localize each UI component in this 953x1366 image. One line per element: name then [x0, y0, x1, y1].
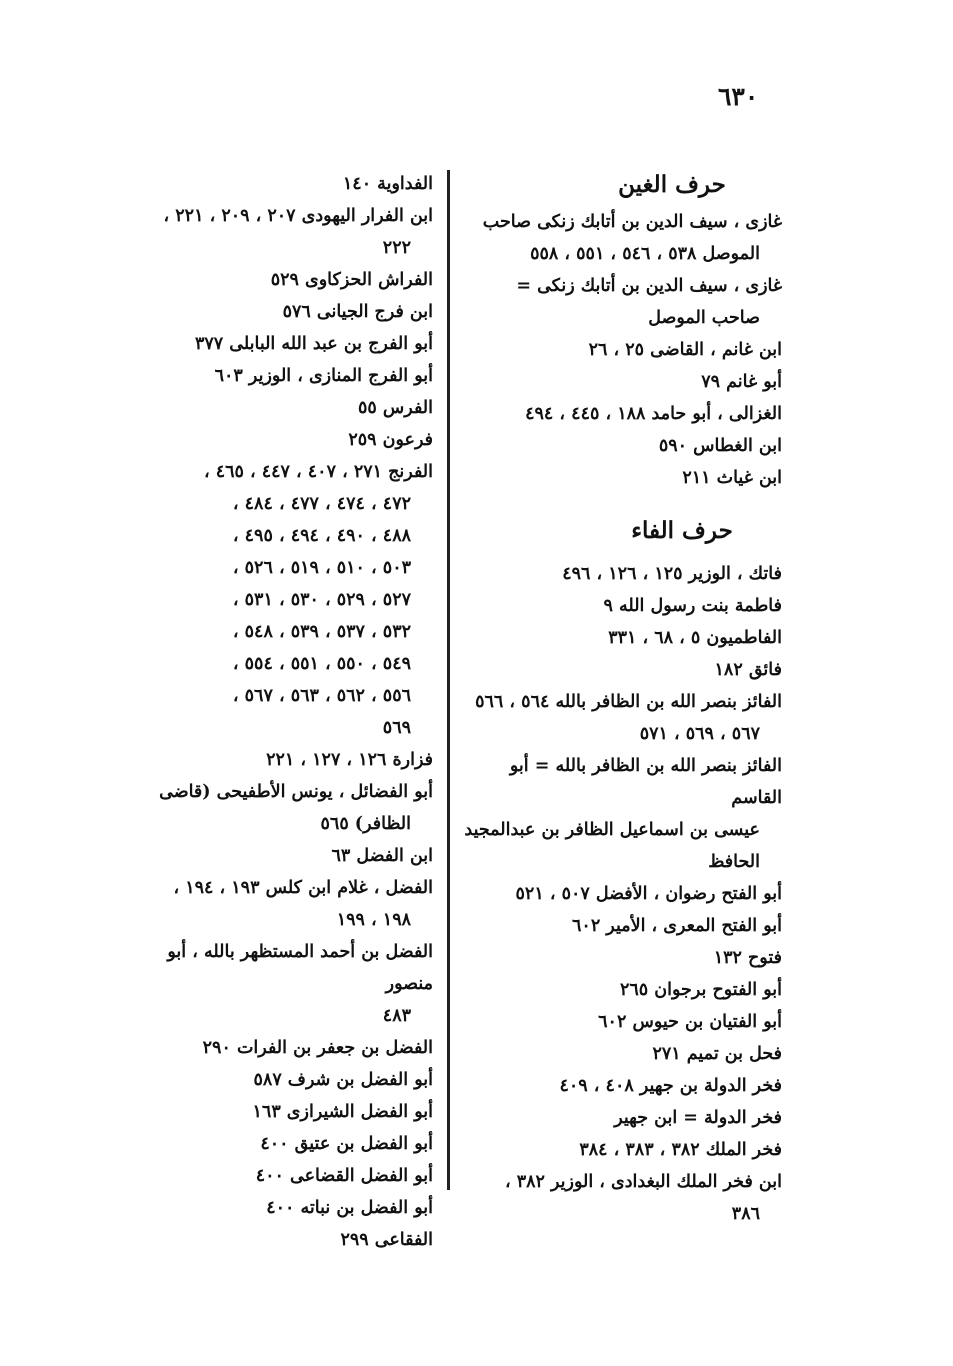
entry-line: أبو الفرج بن عبد الله البابلى ٣٧٧: [194, 334, 433, 354]
index-entry: [118, 328, 433, 360]
index-entry: [118, 872, 433, 936]
index-entry: [118, 200, 433, 264]
entry-continuation: ٥٦٩: [382, 718, 411, 738]
entry-line: الفائز بنصر الله بن الظافر بالله ٥٦٤ ، ٥٦٦: [475, 692, 782, 712]
entry-continuation: ٤٧٢ ، ٤٧٤ ، ٤٧٧ ، ٤٨٤ ،: [232, 494, 411, 514]
index-entry: [118, 1096, 433, 1128]
entry-continuation: عيسى بن اسماعيل الظافر بن عبدالمجيد: [464, 820, 760, 840]
entry-line: الفاطميون ٥ ، ٦٨ ، ٣٣١: [608, 628, 782, 648]
entry-line: ابن فرج الجيانى ٥٧٦: [282, 302, 433, 322]
entry-continuation: الظافر) ٥٦٥: [320, 814, 411, 834]
index-entry: [118, 168, 433, 200]
entry-continuation: ٥٤٩ ، ٥٥٠ ، ٥٥١ ، ٥٥٤ ،: [232, 654, 411, 674]
entry-line: الفضل ، غلام ابن كلس ١٩٣ ، ١٩٤ ،: [173, 878, 433, 898]
entry-line: أبو الفتوح برجوان ٢٦٥: [619, 980, 782, 1000]
entry-line: أبو الفضائل ، يونس الأطفيحى (قاضى: [159, 782, 433, 802]
index-entry: [462, 910, 782, 942]
index-entry: [118, 776, 433, 840]
index-entry: [462, 206, 782, 270]
entry-line: الفقاعى ٢٩٩: [340, 1230, 433, 1250]
entry-line: أبو غانم ٧٩: [701, 372, 782, 392]
entry-continuation: ٥٥٦ ، ٥٦٢ ، ٥٦٣ ، ٥٦٧ ،: [232, 686, 411, 706]
entry-line: أبو الفتح المعرى ، الأمير ٦٠٢: [572, 916, 782, 936]
index-entry: [462, 270, 782, 334]
entry-line: أبو الفضل بن نباته ٤٠٠: [266, 1198, 433, 1218]
entry-line: فخر الدولة بن جهير ٤٠٨ ، ٤٠٩: [559, 1076, 782, 1096]
entry-line: أبو الفتيان بن حيوس ٦٠٢: [598, 1012, 782, 1032]
page-number: ٦٣٠: [718, 82, 759, 111]
index-entry: [118, 1032, 433, 1064]
index-entry: [118, 264, 433, 296]
entry-line: ابن الفرار اليهودى ٢٠٧ ، ٢٠٩ ، ٢٢١ ،: [163, 206, 433, 226]
index-entry: [462, 878, 782, 910]
index-entry: [462, 1166, 782, 1230]
index-entry: [118, 1064, 433, 1096]
index-entry: [462, 622, 782, 654]
entry-line: ابن الفضل ٦٣: [331, 846, 433, 866]
index-column-right: [462, 168, 782, 1230]
entry-line: أبو الفضل بن عتيق ٤٠٠: [260, 1134, 433, 1154]
column-divider: [447, 170, 450, 1190]
entry-line: فاطمة بنت رسول الله ٩: [603, 596, 782, 616]
entry-line: أبو الفضل القضاعى ٤٠٠: [255, 1166, 433, 1186]
index-entry: [118, 360, 433, 392]
index-entry: [462, 398, 782, 430]
index-entry: [118, 936, 433, 1032]
entry-line: الفضل بن أحمد المستظهر بالله ، أبو منصور: [167, 942, 433, 994]
entry-line: أبو الفضل بن شرف ٥٨٧: [253, 1070, 433, 1090]
entry-line: ابن غياث ٢١١: [682, 468, 782, 488]
section-heading-ghain: حرف الغين: [618, 171, 726, 198]
entry-line: ابن الغطاس ٥٩٠: [658, 436, 782, 456]
entry-continuation: ٥٠٣ ، ٥١٠ ، ٥١٩ ، ٥٢٦ ،: [232, 558, 411, 578]
entry-line: فرعون ٢٥٩: [348, 430, 433, 450]
entry-line: فخر الدولة = ابن جهير: [614, 1108, 782, 1128]
entry-line: غازى ، سيف الدين بن أتابك زنكى =: [516, 276, 782, 296]
index-entry: [118, 1224, 433, 1256]
entry-line: فاتك ، الوزير ١٢٥ ، ١٢٦ ، ٤٩٦: [562, 564, 782, 584]
index-entry: [462, 1134, 782, 1166]
entry-continuation: ٥٢٧ ، ٥٢٩ ، ٥٣٠ ، ٥٣١ ،: [232, 590, 411, 610]
index-entry: [118, 744, 433, 776]
entry-line: الفائز بنصر الله بن الظافر بالله = أبو القاسم: [509, 756, 782, 808]
index-entry: [118, 840, 433, 872]
index-entry: [118, 1160, 433, 1192]
entry-line: الفرس ٥٥: [358, 398, 433, 418]
entry-line: الفداوية ١٤٠: [342, 174, 433, 194]
index-entry: [462, 686, 782, 750]
index-entry: [118, 1192, 433, 1224]
entry-continuation: ٤٨٣: [382, 1006, 411, 1026]
index-entry: [462, 750, 782, 878]
entry-line: فزارة ١٢٦ ، ١٢٧ ، ٢٢١: [266, 750, 433, 770]
entry-continuation: ٥٣٢ ، ٥٣٧ ، ٥٣٩ ، ٥٤٨ ،: [232, 622, 411, 642]
entry-continuation: الموصل ٥٣٨ ، ٥٤٦ ، ٥٥١ ، ٥٥٨: [530, 244, 760, 264]
entry-line: غازى ، سيف الدين بن أتابك زنكى صاحب: [482, 212, 782, 232]
entry-line: ابن غانم ، القاضى ٢٥ ، ٢٦: [588, 340, 782, 360]
index-entry: [462, 334, 782, 366]
entry-continuation: ١٩٨ ، ١٩٩: [336, 910, 411, 930]
index-entry: [118, 392, 433, 424]
index-entry: [462, 462, 782, 494]
index-column-left: [118, 168, 433, 1256]
entry-continuation: صاحب الموصل: [648, 308, 760, 328]
entry-line: أبو الفتح رضوان ، الأفضل ٥٠٧ ، ٥٢١: [515, 884, 782, 904]
entry-line: الفراش الحزكاوى ٥٢٩: [270, 270, 433, 290]
entry-line: فخر الملك ٣٨٢ ، ٣٨٣ ، ٣٨٤: [579, 1140, 782, 1160]
index-entry: [462, 654, 782, 686]
entry-line: الفضل بن جعفر بن الفرات ٢٩٠: [202, 1038, 433, 1058]
section-heading-fa: حرف الفاء: [631, 517, 733, 544]
index-entry: [462, 1102, 782, 1134]
entry-line: ابن فخر الملك البغدادى ، الوزير ٣٨٢ ،: [504, 1172, 782, 1192]
entry-continuation: ٤٨٨ ، ٤٩٠ ، ٤٩٤ ، ٤٩٥ ،: [232, 526, 411, 546]
index-entry: [118, 424, 433, 456]
index-entry: [462, 558, 782, 590]
index-entry: [118, 456, 433, 744]
index-entry: [462, 366, 782, 398]
entry-continuation: ٢٢٢: [382, 238, 411, 258]
index-entry: [462, 942, 782, 974]
index-entry: [462, 1006, 782, 1038]
entry-line: أبو الفرج المنازى ، الوزير ٦٠٣: [214, 366, 433, 386]
index-entry: [462, 430, 782, 462]
entry-line: الغزالى ، أبو حامد ١٨٨ ، ٤٤٥ ، ٤٩٤: [525, 404, 782, 424]
entry-line: الفرنج ٢٧١ ، ٤٠٧ ، ٤٤٧ ، ٤٦٥ ،: [203, 462, 433, 482]
index-entry: [462, 590, 782, 622]
index-entry: [118, 296, 433, 328]
entry-continuation: ٥٦٧ ، ٥٦٩ ، ٥٧١: [639, 724, 760, 744]
entry-line: فحل بن تميم ٢٧١: [652, 1044, 782, 1064]
entry-line: أبو الفضل الشيرازى ١٦٣: [252, 1102, 433, 1122]
entry-line: فائق ١٨٢: [714, 660, 782, 680]
index-entry: [462, 974, 782, 1006]
entry-continuation: ٣٨٦: [731, 1204, 760, 1224]
index-entry: [118, 1128, 433, 1160]
entry-line: فتوح ١٣٢: [713, 948, 782, 968]
index-entry: [462, 1038, 782, 1070]
entry-continuation: الحافظ: [708, 852, 760, 872]
index-entry: [462, 1070, 782, 1102]
